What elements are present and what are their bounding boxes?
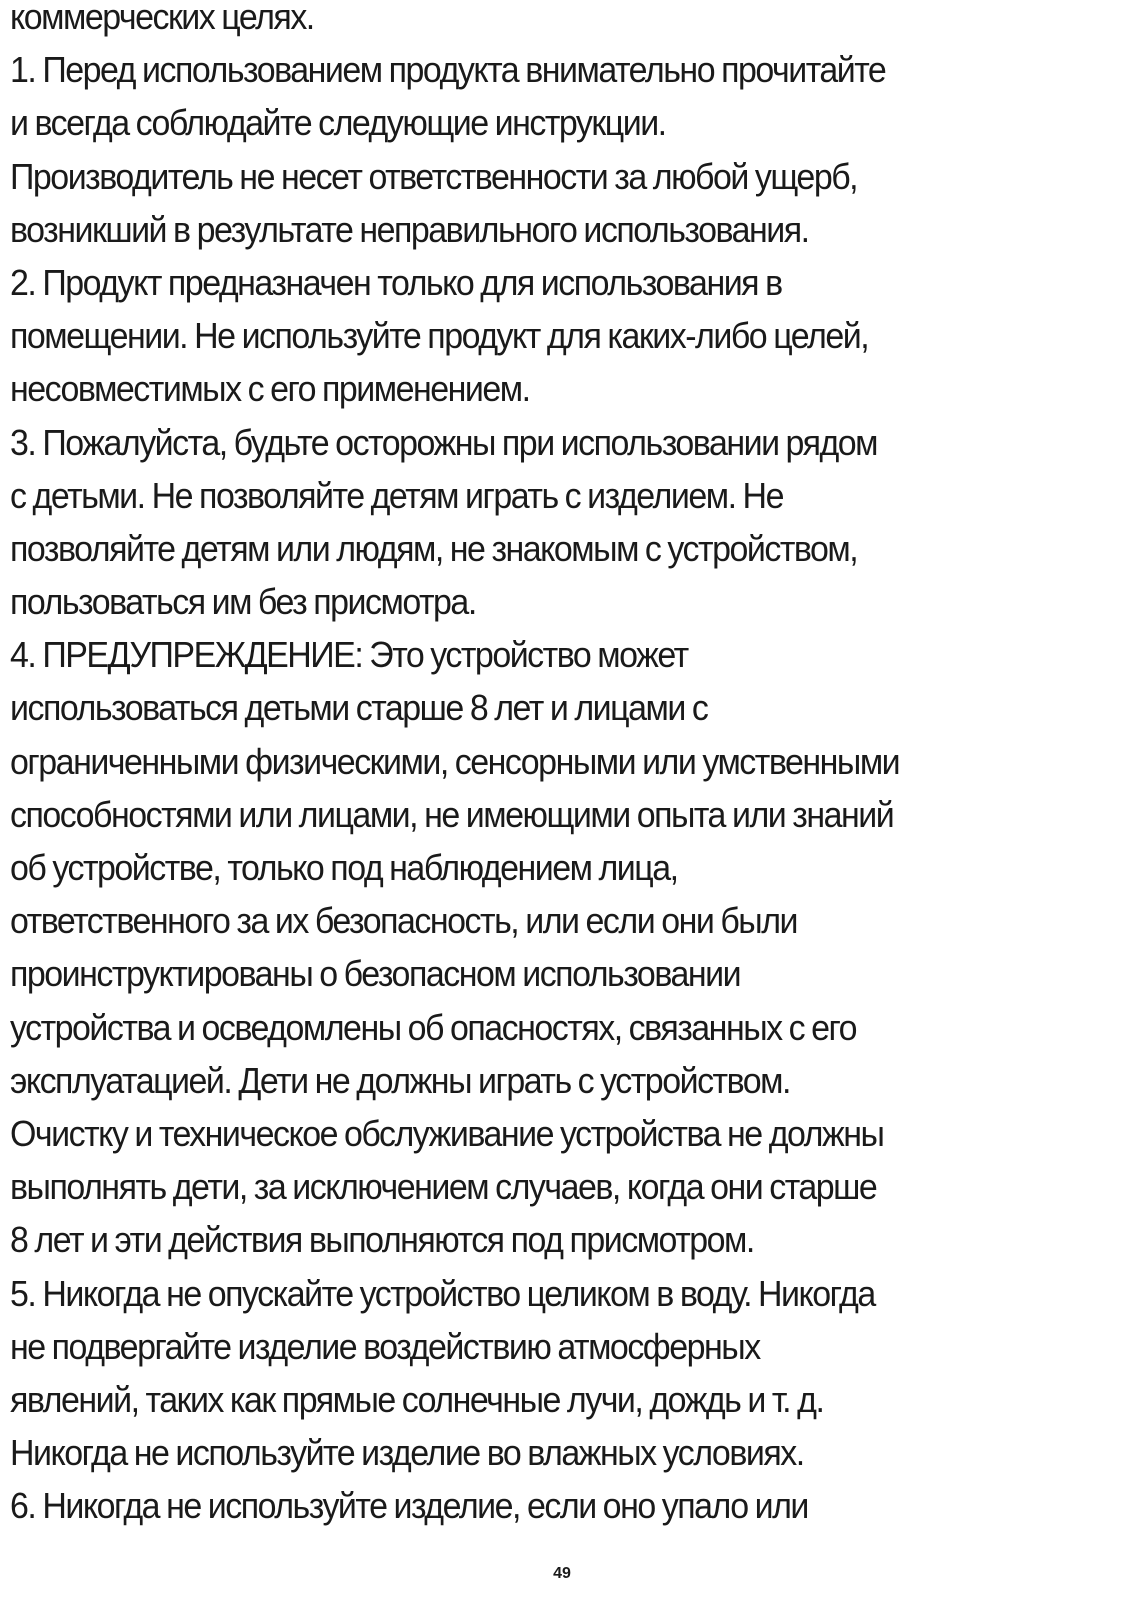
text-line: возникший в результате неправильного использования. — [10, 208, 809, 250]
text-line: ответственного за их безопасность, или если они были — [10, 900, 797, 942]
text-line: проинструктированы о безопасном использовании — [10, 953, 741, 995]
text-line: пользоваться им без присмотра. — [10, 581, 476, 623]
text-line: 2. Продукт предназначен только для использования в — [10, 261, 782, 303]
text-line: 1. Перед использованием продукта внимательно прочитайте — [10, 49, 886, 91]
text-line: и всегда соблюдайте следующие инструкции. — [10, 102, 666, 144]
text-line: коммерческих целях. — [10, 0, 314, 37]
text-line: 6. Никогда не используйте изделие, если оно упало или — [10, 1485, 808, 1527]
text-line: об устройстве, только под наблюдением лица, — [10, 847, 678, 888]
instructions-text — [10, 0, 1033, 1532]
page-number: 49 — [553, 1565, 571, 1582]
text-line: выполнять дети, за исключением случаев, когда они старше — [10, 1166, 877, 1208]
text-line: не подвергайте изделие воздействию атмосферных — [10, 1325, 760, 1367]
text-line: 8 лет и эти действия выполняются под присмотром. — [10, 1219, 754, 1261]
text-line: 4. ПРЕДУПРЕЖДЕНИЕ: Это устройство может — [10, 634, 688, 676]
text-line: Очистку и техническое обслуживание устройства не должны — [10, 1112, 884, 1154]
text-line: Никогда не используйте изделие во влажных условиях. — [10, 1432, 804, 1474]
text-line: с детьми. Не позволяйте детям играть с изделием. Не — [10, 474, 783, 516]
text-line: 3. Пожалуйста, будьте осторожны при использовании рядом — [10, 421, 878, 463]
text-line: использоваться детьми старше 8 лет и лицами с — [10, 687, 708, 729]
text-line: способностями или лицами, не имеющими опыта или знаний — [10, 793, 894, 835]
text-line: эксплуатацией. Дети не должны играть с устройством. — [10, 1059, 790, 1101]
text-line: помещении. Не используйте продукт для каких-либо целей, — [10, 315, 869, 357]
text-line: устройства и осведомлены об опасностях, связанных с его — [10, 1006, 857, 1048]
text-line: явлений, таких как прямые солнечные лучи, дождь и т. д. — [10, 1378, 824, 1420]
text-line: позволяйте детям или людям, не знакомым с устройством, — [10, 527, 858, 569]
text-line: Производитель не несет ответственности за любой ущерб, — [10, 155, 858, 197]
text-line: ограниченными физическими, сенсорными или умственными — [10, 740, 900, 782]
text-line: несовместимых с его применением. — [10, 368, 530, 410]
text-line: 5. Никогда не опускайте устройство целиком в воду. Никогда — [10, 1272, 875, 1314]
